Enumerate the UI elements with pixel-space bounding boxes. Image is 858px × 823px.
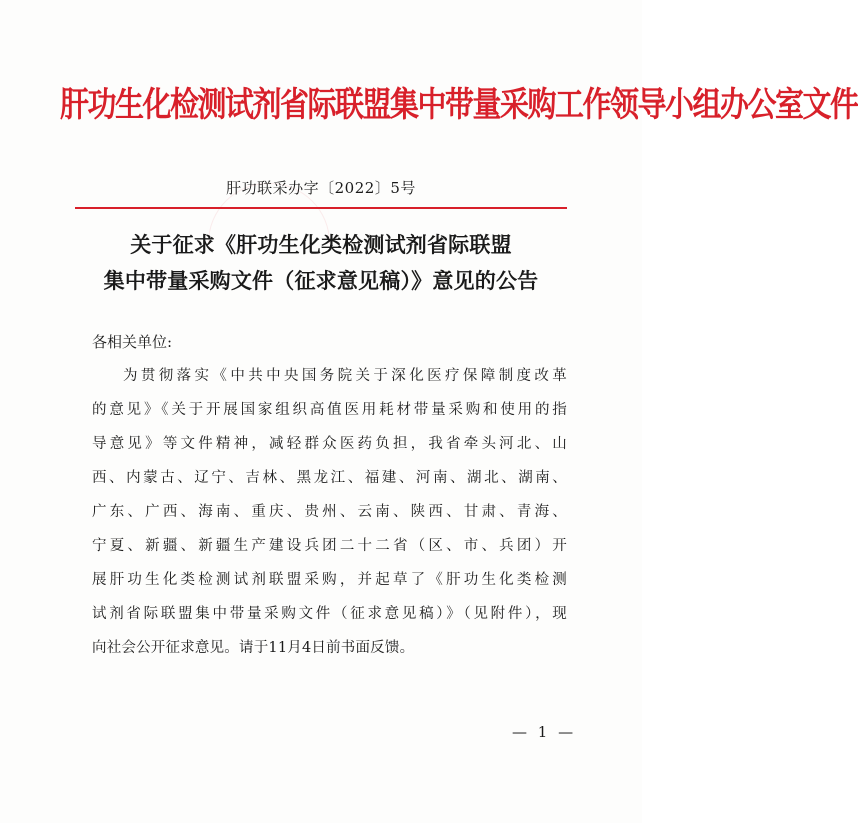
red-header-divider <box>75 207 567 209</box>
issuer-header-title: 肝功生化检测试剂省际联盟集中带量采购工作领导小组办公室文件 <box>60 83 858 125</box>
notice-title-line-2: 集中带量采购文件（征求意见稿）》意见的公告 <box>103 268 539 293</box>
document-number: 肝功联采办字〔2022〕5号 <box>226 179 416 197</box>
body-text-line: 展肝功生化类检测试剂联盟采购，并起草了《肝功生化类检测 <box>92 572 567 588</box>
body-text-line: 广东、广西、海南、重庆、贵州、云南、陕西、甘肃、青海、 <box>92 504 567 520</box>
body-text-line: 导意见》等文件精神，减轻群众医药负担，我省牵头河北、山 <box>92 436 567 452</box>
body-text-line: 为贯彻落实《中共中央国务院关于深化医疗保障制度改革 <box>123 368 567 384</box>
body-text-line: 宁夏、新疆、新疆生产建设兵团二十二省（区、市、兵团）开 <box>92 538 567 554</box>
salutation: 各相关单位: <box>92 333 173 351</box>
body-text-line: 西、内蒙古、辽宁、吉林、黑龙江、福建、河南、湖北、湖南、 <box>92 470 567 486</box>
body-text-line: 向社会公开征求意见。请于11月4日前书面反馈。 <box>92 640 415 656</box>
page-number: — 1 — <box>512 723 577 741</box>
notice-title-line-1: 关于征求《肝功生化类检测试剂省际联盟 <box>130 232 512 257</box>
body-text-line: 试剂省际联盟集中带量采购文件（征求意见稿）》（见附件），现 <box>92 606 567 622</box>
body-text-line: 的意见》《关于开展国家组织高值医用耗材带量采购和使用的指 <box>92 402 567 418</box>
